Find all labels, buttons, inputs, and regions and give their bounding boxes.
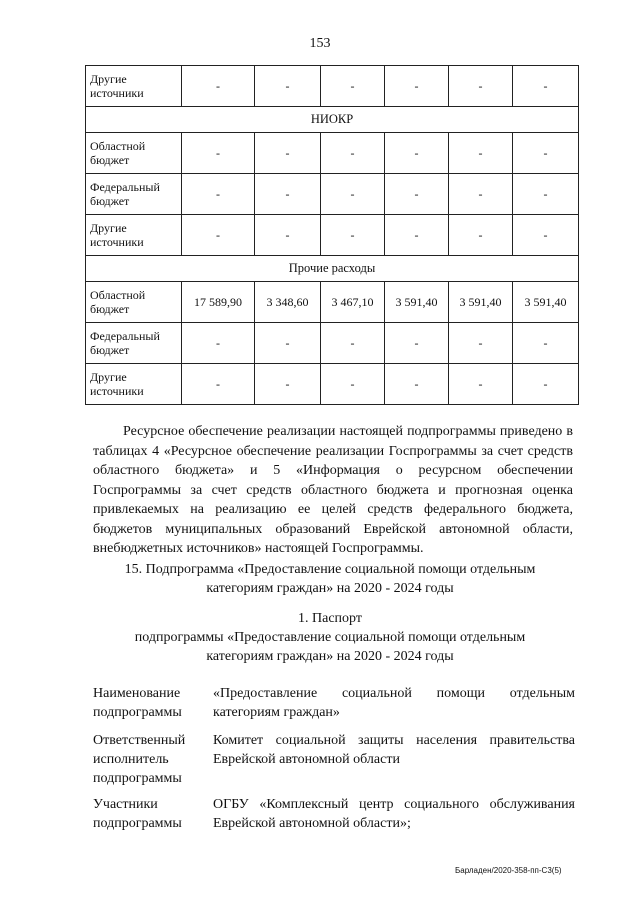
budget-value: - — [449, 66, 513, 107]
section-title: Прочие расходы — [86, 256, 579, 282]
section-15-heading: 15. Подпрограмма «Предоставление социальной помощи отдельным категориям граждан» на 2020 - 2024 годы — [124, 562, 536, 596]
budget-value: - — [182, 364, 255, 405]
budget-value: 3 467,10 — [321, 282, 385, 323]
budget-value: - — [255, 364, 321, 405]
budget-value: - — [255, 174, 321, 215]
budget-value: - — [385, 323, 449, 364]
budget-value: 17 589,90 — [182, 282, 255, 323]
table-row — [86, 133, 579, 174]
funding-source: Другие источники — [86, 215, 182, 256]
budget-value: - — [321, 66, 385, 107]
resource-paragraph: Ресурсное обеспечение реализации настоящей подпрограммы приведено в таблицах 4 «Ресурсное обеспечение реализации Госпрограммы за счет средств областного бюджета» и 5 «Информация о ресурсном обеспечении Госпрограммы за счет средств областного бюджета и прогнозная оценка привлекаемых на реализацию ее целей средств федерального бюджета, бюджетов муниципальных образований Еврейской автономной области, внебюджетных источников» настоящей Госпрограммы. — [93, 424, 573, 556]
budget-value: - — [385, 174, 449, 215]
budget-value: - — [513, 215, 579, 256]
budget-value: - — [255, 215, 321, 256]
passport-row-executor — [93, 731, 575, 788]
passport-heading: 1. Паспорт подпрограммы «Предоставление социальной помощи отдельным категориям граждан» на 2020 - 2024 годы — [134, 611, 526, 664]
budget-value: - — [321, 174, 385, 215]
budget-value: - — [385, 215, 449, 256]
funding-source: Областной бюджет — [86, 282, 182, 323]
section-title: НИОКР — [86, 107, 579, 133]
budget-value: - — [182, 174, 255, 215]
budget-value: - — [321, 364, 385, 405]
budget-value: - — [513, 133, 579, 174]
funding-source: Областной бюджет — [86, 133, 182, 174]
budget-value: - — [182, 66, 255, 107]
table-section-row — [86, 256, 579, 282]
budget-value: - — [449, 364, 513, 405]
page-number: 153 — [309, 36, 331, 51]
budget-value: 3 591,40 — [513, 282, 579, 323]
budget-value: - — [255, 66, 321, 107]
budget-table — [85, 65, 579, 405]
budget-value: 3 591,40 — [449, 282, 513, 323]
table-row — [86, 364, 579, 405]
table-row — [86, 282, 579, 323]
passport-label: Участники подпрограммы — [93, 797, 182, 831]
funding-source: Федеральный бюджет — [86, 174, 182, 215]
budget-value: - — [255, 133, 321, 174]
budget-value: - — [321, 215, 385, 256]
budget-value: - — [321, 323, 385, 364]
table-row — [86, 66, 579, 107]
budget-value: - — [513, 66, 579, 107]
funding-source: Другие источники — [86, 364, 182, 405]
budget-value: - — [182, 323, 255, 364]
budget-value: 3 591,40 — [385, 282, 449, 323]
table-row — [86, 174, 579, 215]
funding-source: Другие источники — [86, 66, 182, 107]
budget-value: - — [182, 215, 255, 256]
table-row — [86, 323, 579, 364]
budget-value: - — [449, 133, 513, 174]
passport-row-participants — [93, 795, 575, 833]
budget-value: - — [385, 66, 449, 107]
budget-value: - — [449, 215, 513, 256]
funding-source: Федеральный бюджет — [86, 323, 182, 364]
passport-label: Ответственный исполнитель подпрограммы — [93, 733, 186, 786]
footer-stamp: Барладен/2020-358-пп-С3(5) — [455, 866, 562, 875]
passport-value: «Предоставление социальной помощи отдельным категориям граждан» — [213, 686, 575, 720]
budget-value: - — [513, 174, 579, 215]
budget-value: - — [385, 133, 449, 174]
budget-value: - — [385, 364, 449, 405]
budget-value: - — [255, 323, 321, 364]
budget-value: - — [449, 174, 513, 215]
passport-value: ОГБУ «Комплексный центр социального обслуживания Еврейской автономной области»; — [213, 797, 575, 831]
budget-value: - — [513, 364, 579, 405]
table-section-row — [86, 107, 579, 133]
passport-row-name — [93, 684, 575, 722]
budget-value: - — [182, 133, 255, 174]
budget-value: - — [449, 323, 513, 364]
budget-value: - — [513, 323, 579, 364]
passport-value: Комитет социальной защиты населения правительства Еврейской автономной области — [213, 733, 575, 767]
passport-label: Наименование подпрограммы — [93, 686, 182, 720]
table-row — [86, 215, 579, 256]
budget-value: - — [321, 133, 385, 174]
budget-value: 3 348,60 — [255, 282, 321, 323]
